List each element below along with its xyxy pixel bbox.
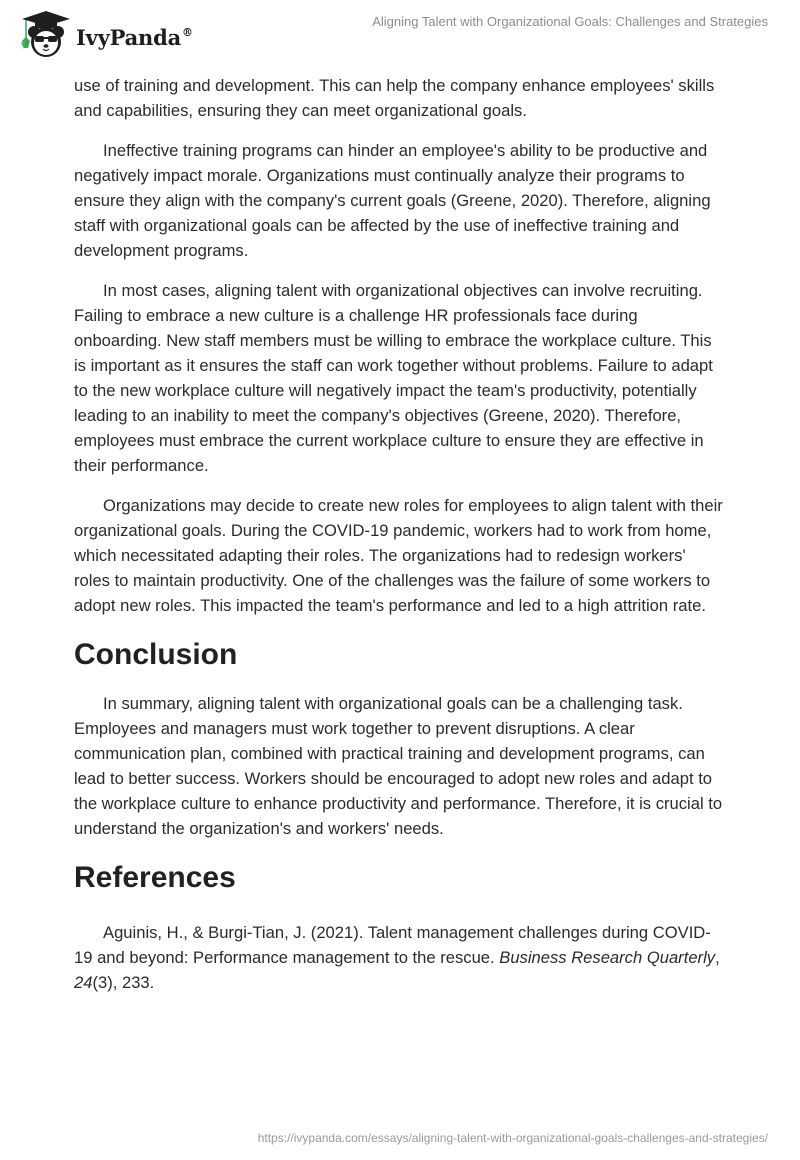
paragraph: In most cases, aligning talent with organizational objectives can involve recruiting. Failing to embrace a new culture is a challenge HR professionals face during onboarding. New staff members must be willing to embrace the workplace culture. This is important as it ensures the staff can work together without problems. Failure to adapt to the new workplace culture will negatively impact the team's productivity, potentially leading to an inability to meet the company's objectives (Greene, 2020). Therefore, employees must embrace the current workplace culture to ensure they are effective in their performance. — [74, 281, 713, 475]
references-heading: References — [74, 861, 236, 894]
conclusion-paragraph: In summary, aligning talent with organizational goals can be a challenging task. Employees and managers must work together to prevent disruptions. A clear communication plan, combined with practical training and development programs, can lead to better success. Workers should be encouraged to adopt new roles and adapt to the workplace culture to enhance productivity and performance. Therefore, it is crucial to understand the organization's and workers' needs. — [74, 694, 723, 838]
reference-journal: Business Research Quarterly — [499, 948, 716, 967]
reference-authors-title: Aguinis, H., & Burgi-Tian, J. (2021). Talent management challenges during COVID-19 and beyond: Performance management to the rescue. — [74, 923, 711, 967]
panda-graduate-icon — [16, 8, 74, 60]
ivypanda-logo[interactable] — [16, 8, 193, 60]
brand-name — [76, 25, 193, 50]
document-title: Aligning Talent with Organizational Goals: Challenges and Strategies — [372, 14, 768, 29]
reference-separator: , — [715, 948, 720, 967]
paragraph: Organizations may decide to create new roles for employees to align talent with their organizational goals. During the COVID-19 pandemic, workers had to work from home, which necessitated adapting their roles. The organizations had to redesign workers' roles to maintain productivity. One of the challenges was the failure of some workers to adopt new roles. This impacted the team's performance and led to a high attrition rate. — [74, 496, 723, 615]
paragraph: Ineffective training programs can hinder an employee's ability to be productive and negatively impact morale. Organizations must continually analyze their programs to ensure they align with the company's current goals (Greene, 2020). Therefore, aligning staff with organizational goals can be affected by the use of ineffective training and development programs. — [74, 141, 711, 260]
reference-item — [74, 920, 724, 995]
registered-mark: ® — [182, 25, 193, 39]
page-header — [0, 0, 800, 60]
reference-issue-pages: (3), 233. — [92, 973, 155, 992]
footer-url[interactable]: https://ivypanda.com/essays/aligning-talent-with-organizational-goals-challenges-and-strategies/ — [257, 1131, 768, 1145]
essay-body — [74, 73, 724, 1010]
paragraph-continued: use of training and development. This can help the company enhance employees' skills and capabilities, ensuring they can meet organizational goals. — [74, 76, 715, 120]
conclusion-heading: Conclusion — [74, 638, 238, 671]
brand-text: IvyPanda — [76, 24, 182, 50]
reference-volume: 24 — [74, 973, 93, 992]
